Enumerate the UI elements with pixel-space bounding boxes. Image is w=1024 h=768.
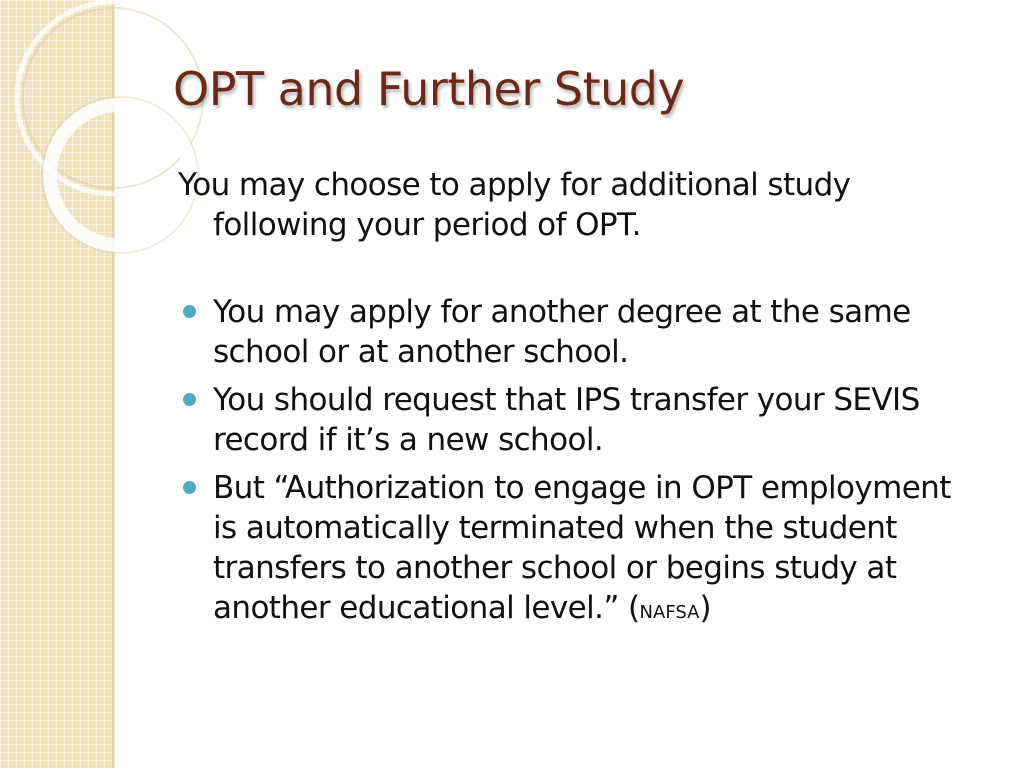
closing-paren: ) [699,590,711,626]
decorative-circles-icon [0,0,200,280]
bullet-icon [183,481,196,494]
bullet-icon [183,305,196,318]
bullet-icon [183,393,196,406]
bullet-list [178,292,978,633]
bullet-text: You may apply for another degree at the same school or at another school. [213,294,911,370]
bullet-text: But “Authorization to engage in OPT employment is automatically terminated when the student transfers to another school or begins study at another educational level.” ( [213,470,951,626]
slide-body [178,165,978,641]
bullet-item [178,292,978,372]
slide-title: OPT and Further Study [173,62,685,116]
intro-paragraph: You may choose to apply for additional study following your period of OPT. [178,167,851,243]
bullet-text: You should request that IPS transfer your SEVIS record if it’s a new school. [213,382,920,458]
source-citation: NAFSA [639,602,700,623]
bullet-item [178,380,978,460]
bullet-item [178,468,978,633]
